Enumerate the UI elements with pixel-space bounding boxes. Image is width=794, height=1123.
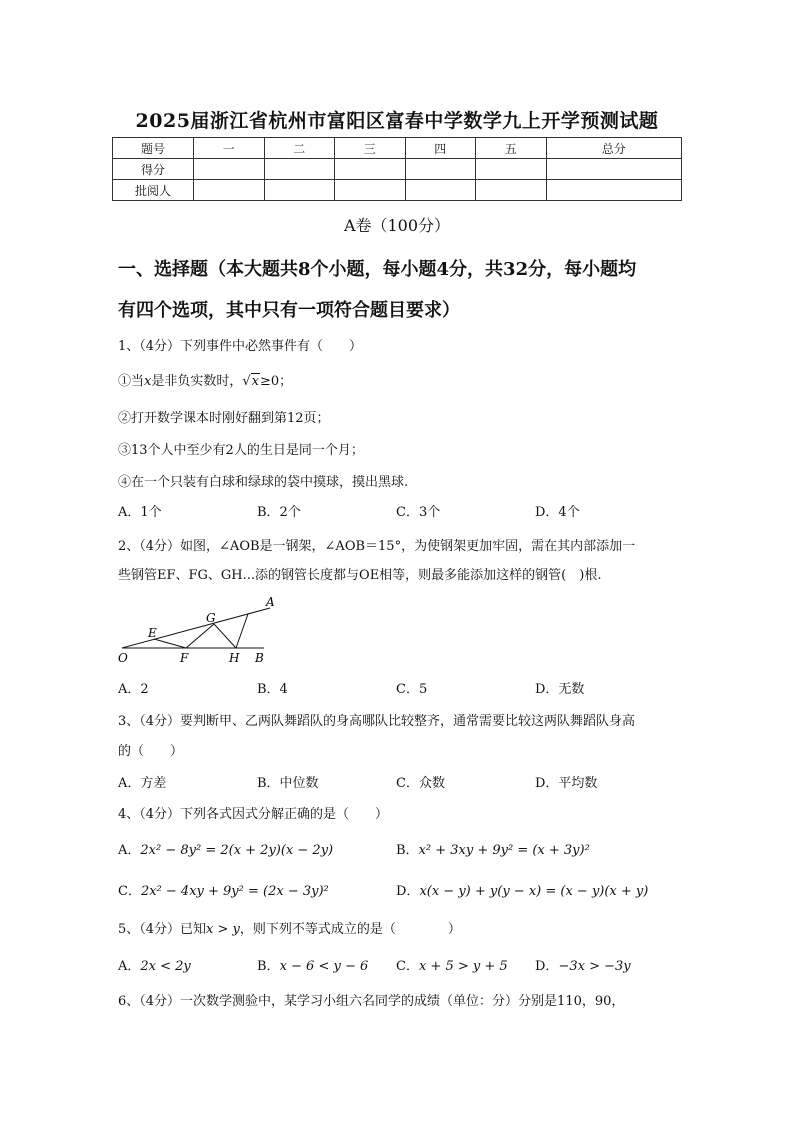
score-table-cell[interactable] — [335, 159, 406, 180]
score-table-cell[interactable] — [476, 159, 547, 180]
q3-stem-line1: 3、（4分）要判断甲、乙两队舞蹈队的身高哪队比较整齐，通常需要比较这两队舞蹈队身高 — [118, 714, 636, 729]
label-b: B — [255, 651, 264, 665]
sqrt-symbol: √x — [242, 374, 260, 389]
score-table-row — [113, 159, 682, 180]
score-table-cell[interactable] — [194, 159, 265, 180]
score-table-cell: 一 — [194, 138, 265, 159]
score-table-cell: 题号 — [113, 138, 194, 159]
q5-option-c-expr: x + 5 > y + 5 — [418, 959, 508, 974]
score-table-cell: 三 — [335, 138, 406, 159]
q1-option-d[interactable]: D．4个 — [535, 505, 580, 520]
q2-option-a[interactable]: A．2 — [118, 682, 149, 697]
option-label: A． — [118, 959, 141, 974]
q5-stem — [118, 918, 688, 937]
label-g: G — [206, 611, 216, 625]
q5-option-b[interactable] — [257, 955, 368, 974]
score-table-cell[interactable] — [335, 180, 406, 201]
score-table-cell: 四 — [405, 138, 476, 159]
q4-option-b-expr: x² + 3xy + 9y² = (x + 3y)² — [418, 843, 590, 858]
score-table-row — [113, 180, 682, 201]
q1-stem: 1、（4分）下列事件中必然事件有（ ） — [118, 339, 363, 354]
q4-stem: 4、（4分）下列各式因式分解正确的是（ ） — [118, 807, 389, 822]
label-f: F — [180, 651, 189, 665]
q4-option-d-expr: x(x − y) + y(y − x) = (x − y)(x + y) — [419, 884, 649, 899]
q5-option-b-expr: x − 6 < y − 6 — [279, 959, 369, 974]
segment-h-a — [236, 614, 248, 648]
q1-s1-pre: ①当 — [118, 374, 145, 389]
q1-s1-post: ≥0； — [260, 374, 293, 389]
section-a-heading: A卷（100分） — [343, 216, 451, 235]
q2-option-b[interactable]: B．4 — [257, 682, 288, 697]
exam-title: 2025届浙江省杭州市富阳区富春中学数学九上开学预测试题 — [135, 110, 659, 132]
q3-option-d[interactable]: D．平均数 — [535, 776, 598, 791]
q3-option-a[interactable]: A．方差 — [118, 776, 167, 791]
q5-stem-pre: 5、（4分）已知 — [118, 922, 207, 937]
q5-stem-math: x > y — [206, 922, 240, 937]
q5-option-d-expr: −3x > −3y — [558, 959, 631, 974]
label-a: A — [266, 595, 275, 609]
q4-option-a[interactable] — [118, 839, 333, 858]
segment-fg — [186, 624, 214, 648]
score-table-cell: 五 — [476, 138, 547, 159]
q5-option-c[interactable] — [396, 955, 508, 974]
option-label: D． — [535, 959, 559, 974]
section-1-heading-line1: 一、选择题（本大题共8个小题，每小题4分，共32分，每小题均 — [118, 259, 637, 280]
q4-option-b[interactable] — [396, 839, 590, 858]
segment-ef — [154, 639, 186, 648]
q2-stem-line1: 2、（4分）如图，∠AOB是一钢架，∠AOB＝15°，为使钢架更加牢固，需在其内部添加一 — [118, 539, 636, 554]
score-table-cell: 二 — [264, 138, 335, 159]
q5-option-a[interactable] — [118, 955, 191, 974]
score-table-cell[interactable] — [405, 180, 476, 201]
score-table-header-row — [113, 138, 682, 159]
segment-gh — [214, 624, 236, 648]
option-label: B． — [396, 843, 419, 858]
q1-statement-1 — [118, 370, 688, 389]
score-table-cell[interactable] — [194, 180, 265, 201]
option-label: A． — [118, 843, 141, 858]
section-1-heading-line2: 有四个选项，其中只有一项符合题目要求） — [118, 300, 460, 321]
q6-stem-line1: 6、（4分）一次数学测验中，某学习小组六名同学的成绩（单位：分）分别是110，90， — [118, 994, 625, 1009]
q1-s1-mid: 是非负实数时， — [151, 374, 243, 389]
label-o: O — [118, 651, 128, 665]
option-label: C． — [396, 959, 419, 974]
score-table-cell[interactable] — [405, 159, 476, 180]
q2-stem-line2: 些钢管EF、FG、GH...添的钢管长度都与OE相等，则最多能添加这样的钢管( )根. — [118, 568, 602, 583]
option-label: D． — [396, 884, 420, 899]
score-table-cell[interactable] — [264, 159, 335, 180]
score-table-cell: 得分 — [113, 159, 194, 180]
q1-option-c[interactable]: C．3个 — [396, 505, 441, 520]
q1-option-b[interactable]: B．2个 — [257, 505, 301, 520]
q3-option-b[interactable]: B．中位数 — [257, 776, 319, 791]
score-table — [112, 137, 682, 201]
q3-option-c[interactable]: C．众数 — [396, 776, 445, 791]
q2-option-d[interactable]: D．无数 — [535, 682, 585, 697]
score-table-cell[interactable] — [546, 159, 682, 180]
steel-frame-figure — [114, 594, 284, 666]
q4-option-d[interactable] — [396, 880, 648, 899]
label-e: E — [148, 626, 157, 640]
q4-option-c[interactable] — [118, 880, 329, 899]
option-label: B． — [257, 959, 280, 974]
score-table-cell[interactable] — [546, 180, 682, 201]
score-table-cell: 总分 — [546, 138, 682, 159]
q4-option-c-expr: 2x² − 4xy + 9y² = (2x − 3y)² — [140, 884, 329, 899]
q2-option-c[interactable]: C．5 — [396, 682, 428, 697]
score-table-cell[interactable] — [476, 180, 547, 201]
q5-stem-post: ，则下列不等式成立的是（ ） — [239, 922, 461, 937]
q1-s1-var: x — [144, 374, 152, 389]
q1-statement-3: ③13个人中至少有2人的生日是同一个月； — [118, 443, 364, 458]
q5-option-d[interactable] — [535, 955, 631, 974]
q3-stem-line2: 的（ ） — [118, 744, 184, 759]
score-table-cell: 批阅人 — [113, 180, 194, 201]
label-h: H — [229, 651, 240, 665]
q1-statement-2: ②打开数学课本时刚好翻到第12页； — [118, 411, 330, 426]
q5-option-a-expr: 2x < 2y — [140, 959, 191, 974]
q1-s1-sqrt-arg: x — [251, 374, 260, 389]
score-table-cell[interactable] — [264, 180, 335, 201]
option-label: C． — [118, 884, 141, 899]
q4-option-a-expr: 2x² − 8y² = 2(x + 2y)(x − 2y) — [140, 843, 334, 858]
q1-statement-4: ④在一个只装有白球和绿球的袋中摸球，摸出黑球. — [118, 475, 409, 490]
q1-option-a[interactable]: A．1个 — [118, 505, 162, 520]
